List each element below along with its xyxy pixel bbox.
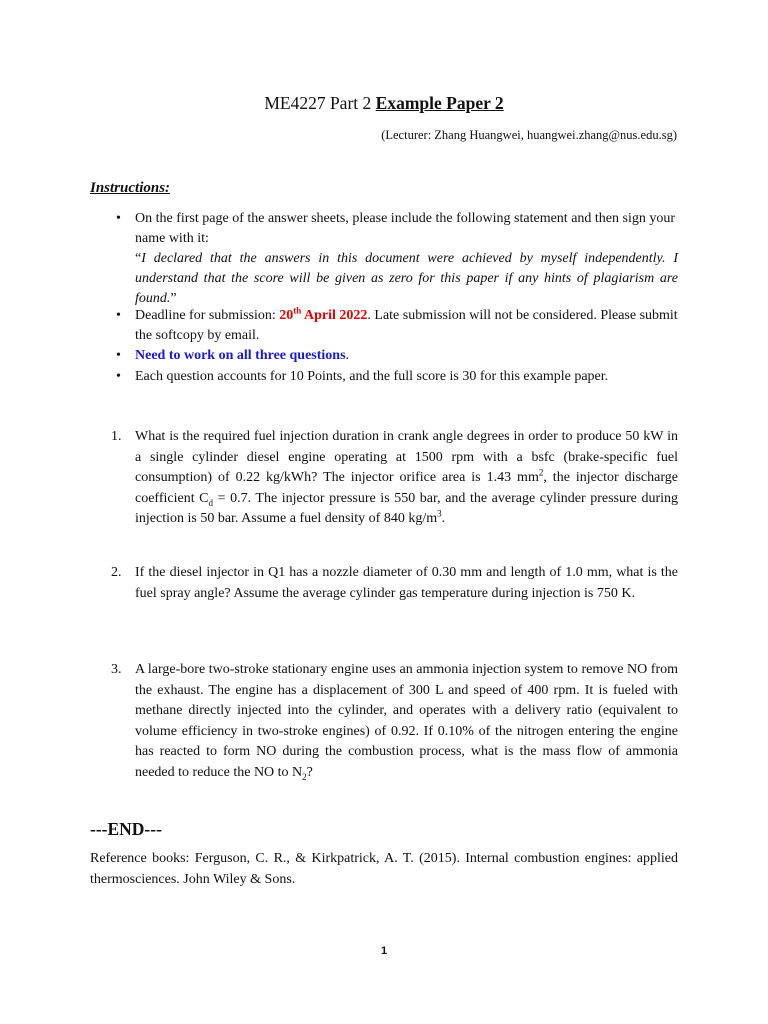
question-number: 1. <box>111 429 122 444</box>
title-paper: Example Paper 2 <box>375 93 504 113</box>
instruction-text: Deadline for submission: 20th April 2022. Late submission will not be considered. Please submit the softcopy by email. <box>135 305 678 343</box>
title-course: ME4227 Part 2 <box>264 93 376 113</box>
question-text: If the diesel injector in Q1 has a nozzle diameter of 0.30 mm and length of 1.0 mm, what is the fuel spray angle? Assume the average cylinder gas temperature during injection is 750 K. <box>135 565 678 601</box>
end-marker: ---END--- <box>90 819 162 839</box>
question-text: A large-bore two-stroke stationary engine uses an ammonia injection system to remove NO from the exhaust. The engine has a displacement of 300 L and speed of 400 rpm. It is fueled with methane directly injected into the cylinder, and operates with a delivery ratio (equivalent to volume efficiency in two-stroke engines) of 0.92. If 0.10% of the nitrogen entering the engine has reacted to form NO during the combustion process, what is the mass flow of ammonia needed to reduce the NO to $N_2$? <box>135 662 678 782</box>
question-text: What is the required fuel injection duration in crank angle degrees in order to produce 50 kW in a single cylinder diesel engine operating at 1500 rpm with a bsfc (brake-specific fuel consumption) of 0.22 kg/kWh? The injector orifice area is 1.43 $mm^2$, the injector discharge coefficient $C_d = 0.7$. The injector pressure is 550 bar, and the average cylinder pressure during injection is 50 bar. Assume a fuel density of 840 $kg/m^3$. <box>135 429 678 526</box>
bullet-marker: • <box>116 348 121 363</box>
instruction-text: Each question accounts for 10 Points, and the full score is 30 for this example paper. <box>135 369 609 384</box>
instruction-text <box>135 209 678 309</box>
question-number: 3. <box>111 662 122 677</box>
lecturer-info: (Lecturer: Zhang Huangwei, huangwei.zhang@nus.edu.sg) <box>381 128 677 142</box>
page-number: 1 <box>380 945 388 957</box>
declaration-quote: “I declared that the answers in this document were achieved by myself independently. I understand that the score will be given as zero for this paper if any hints of plagiarism are found.” <box>135 251 678 306</box>
instruction-text: Need to work on all three questions. <box>135 348 350 363</box>
instructions-heading: Instructions: <box>90 180 171 196</box>
bullet-marker: • <box>116 308 121 323</box>
question-number: 2. <box>111 565 122 580</box>
deadline-date: 20th April 2022 <box>279 305 368 323</box>
reference-books: Reference books: Ferguson, C. R., & Kirkpatrick, A. T. (2015). Internal combustion engines: applied thermosciences. John Wiley & Sons. <box>90 851 678 887</box>
page-title <box>0 92 768 114</box>
bullet-marker: • <box>116 211 121 226</box>
bullet-marker: • <box>116 369 121 384</box>
statement-request: On the first page of the answer sheets, please include the following statement and then sign your name with it: <box>135 211 676 246</box>
emphasis-text: Need to work on all three questions <box>135 348 346 363</box>
